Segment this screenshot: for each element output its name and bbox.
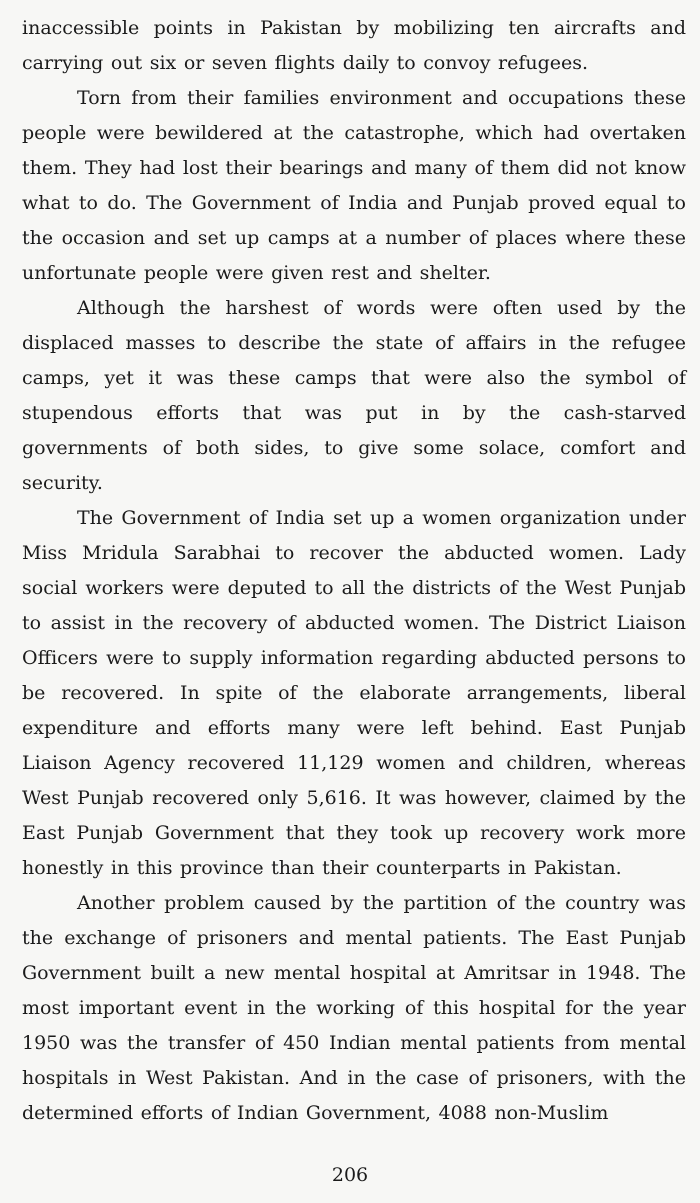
paragraph-continuation: inaccessible points in Pakistan by mobilizing ten aircrafts and carrying out six or seven flights daily to convoy refugees. [22,17,686,74]
paragraph-refugee-camps: Although the harshest of words were often used by the displaced masses to describe the state of affairs in the refugee camps, yet it was these camps that were also the symbol of stupendous efforts that was put in by the cash-starved governments of both sides, to give some solace, comfort and security. [22,297,686,494]
page-number: 206 [331,1164,369,1186]
paragraph-abducted-women-recovery: The Government of India set up a women organization under Miss Mridula Sarabhai to recover the abducted women. Lady social workers were deputed to all the districts of the West Punjab to assist in the recovery of abducted women. The District Liaison Officers were to supply information regarding abducted persons to be recovered. In spite of the elaborate arrangements, liberal expenditure and efforts many were left behind. East Punjab Liaison Agency recovered 11,129 women and children, whereas West Punjab recovered only 5,616. It was however, claimed by the East Punjab Government that they took up recovery work more honestly in this province than their counterparts in Pakistan. [22,507,686,879]
paragraph-prisoners-mental-patients: Another problem caused by the partition of the country was the exchange of prisoners and mental patients. The East Punjab Government built a new mental hospital at Amritsar in 1948. The most important event in the working of this hospital for the year 1950 was the transfer of 450 Indian mental patients from mental hospitals in West Pakistan. And in the case of prisoners, with the determined efforts of Indian Government, 4088 non-Muslim [22,892,686,1124]
paragraph-torn-from-families: Torn from their families environment and occupations these people were bewildered at the catastrophe, which had overtaken them. They had lost their bearings and many of them did not know what to do. The Government of India and Punjab proved equal to the occasion and set up camps at a number of places where these unfortunate people were given rest and shelter. [22,87,686,284]
